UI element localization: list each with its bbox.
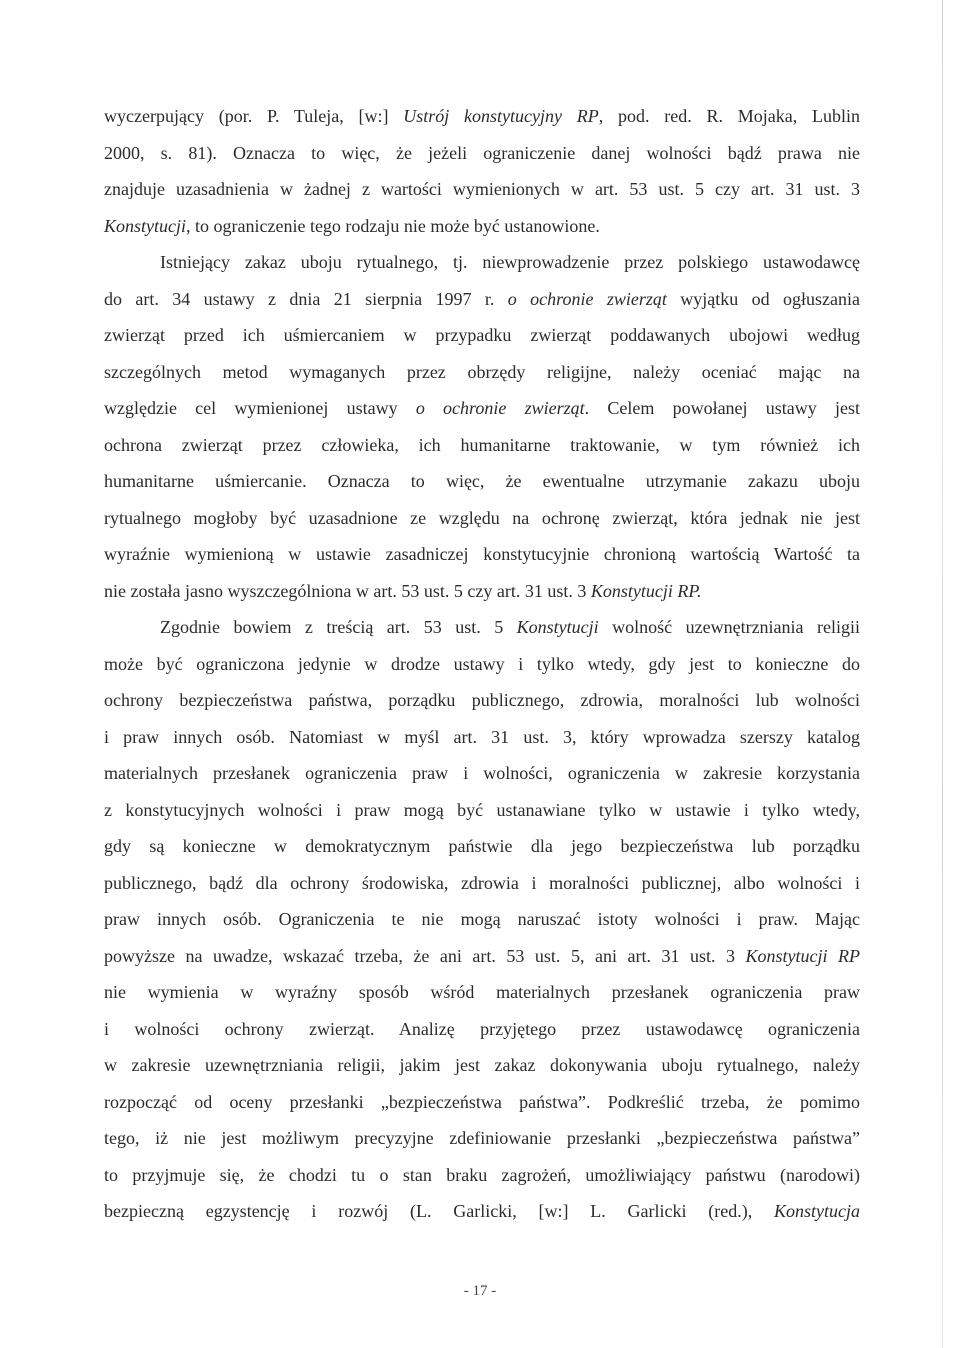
- text-run: rozpocząć od oceny przesłanki „bezpieczeństwa państwa”. Podkreślić trzeba, że pomimo: [104, 1091, 860, 1112]
- text-run: rytualnego mogłoby być uzasadnione ze względu na ochronę zwierząt, która jednak nie jest: [104, 507, 860, 528]
- text-line: [104, 573, 860, 610]
- text-line: [104, 244, 860, 281]
- text-run: znajduje uzasadnienia w żadnej z wartości wymienionych w art. 53 ust. 5 czy art. 31 ust. 3: [104, 179, 860, 199]
- text-run: nie wymienia w wyraźny sposób wśród materialnych przesłanek ograniczenia praw: [104, 982, 860, 1002]
- text-run: szczególnych metod wymaganych przez obrzędy religijne, należy oceniać mając na: [104, 361, 860, 382]
- text-run: nie została jasno wyszczególniona w art. 53 ust. 5 czy art. 31 ust. 3: [104, 580, 591, 601]
- body-text: [104, 98, 860, 1230]
- text-line: [104, 1047, 860, 1084]
- italic-text: Konstytucji RP.: [590, 580, 702, 601]
- text-run: Istniejący zakaz uboju rytualnego, tj. niewprowadzenie przez polskiego ustawodawcę: [160, 252, 860, 272]
- text-line: [104, 1084, 860, 1121]
- scan-edge-line: [942, 0, 943, 1348]
- text-run: to przyjmuje się, że chodzi tu o stan braku zagrożeń, umożliwiający państwu (narodowi): [104, 1164, 860, 1185]
- text-line: [104, 427, 860, 464]
- italic-text: Konstytucja: [774, 1201, 860, 1221]
- text-run: wolność uzewnętrzniania religii: [598, 617, 860, 637]
- text-run: wyjątku od ogłuszania: [666, 288, 861, 309]
- text-run: do art. 34 ustawy z dnia 21 sierpnia 1997 r.: [104, 288, 508, 309]
- text-line: [104, 281, 860, 318]
- italic-text: Konstytucji: [104, 215, 186, 236]
- text-run: praw innych osób. Ograniczenia te nie mogą naruszać istoty wolności i praw. Mając: [104, 909, 860, 929]
- text-line: [104, 390, 860, 427]
- text-line: [104, 719, 860, 756]
- text-run: tego, iż nie jest możliwym precyzyjne zdefiniowanie przesłanki „bezpieczeństwa państwa”: [104, 1128, 860, 1148]
- text-run: i wolności ochrony zwierząt. Analizę przyjętego przez ustawodawcę ograniczenia: [104, 1018, 860, 1039]
- text-line: [104, 646, 860, 683]
- text-run: wyczerpujący (por. P. Tuleja, [w:]: [104, 106, 404, 126]
- text-run: z konstytucyjnych wolności i praw mogą być ustanawiane tylko w ustawie i tylko wtedy,: [104, 799, 860, 820]
- text-line: [104, 1120, 860, 1157]
- text-line: [104, 609, 860, 646]
- text-line: [104, 938, 860, 975]
- text-line: [104, 828, 860, 865]
- italic-text: Konstytucji RP: [745, 945, 860, 966]
- text-line: [104, 682, 860, 719]
- page-number: - 17 -: [463, 1283, 497, 1299]
- italic-text: o ochronie zwierząt: [507, 288, 667, 309]
- text-line: [104, 901, 860, 938]
- text-line: [104, 865, 860, 902]
- text-run: gdy są konieczne w demokratycznym państwie dla jego bezpieczeństwa lub porządku: [104, 836, 860, 856]
- text-line: [104, 792, 860, 829]
- text-line: [104, 1157, 860, 1194]
- text-run: wyraźnie wymienioną w ustawie zasadniczej konstytucyjnie chronioną wartością Wartość ta: [104, 544, 860, 564]
- text-line: [104, 755, 860, 792]
- text-run: względzie cel wymienionej ustawy: [104, 398, 416, 418]
- text-line: [104, 974, 860, 1011]
- text-run: i praw innych osób. Natomiast w myśl art. 31 ust. 3, który wprowadza szerszy katalog: [104, 726, 860, 747]
- text-run: w zakresie uzewnętrzniania religii, jakim jest zakaz dokonywania uboju rytualnego, należy: [104, 1055, 860, 1075]
- text-line: [104, 171, 860, 208]
- text-line: [104, 135, 860, 172]
- text-line: [104, 536, 860, 573]
- italic-text: o ochronie zwierząt: [415, 398, 585, 418]
- text-run: może być ograniczona jedynie w drodze ustawy i tylko wtedy, gdy jest to konieczne do: [104, 653, 860, 674]
- text-run: ochrona zwierząt przez człowieka, ich humanitarne traktowanie, w tym również ich: [104, 434, 860, 455]
- text-run: 2000, s. 81). Oznacza to więc, że jeżeli ograniczenie danej wolności bądź prawa nie: [104, 142, 860, 163]
- text-run: , to ograniczenie tego rodzaju nie może być ustanowione.: [186, 215, 600, 236]
- text-run: publicznego, bądź dla ochrony środowiska, zdrowia i moralności publicznej, albo wolności i: [104, 872, 860, 893]
- text-run: powyższe na uwadze, wskazać trzeba, że ani art. 53 ust. 5, ani art. 31 ust. 3: [104, 945, 746, 966]
- text-line: [104, 354, 860, 391]
- italic-text: Konstytucji: [516, 617, 599, 637]
- text-run: Zgodnie bowiem z treścią art. 53 ust. 5: [160, 617, 517, 637]
- text-line: [104, 1011, 860, 1048]
- text-run: ochrony bezpieczeństwa państwa, porządku publicznego, zdrowia, moralności lub wolności: [104, 690, 860, 710]
- text-run: zwierząt przed ich uśmiercaniem w przypadku zwierząt poddawanych ubojowi według: [104, 325, 860, 345]
- text-line: [104, 208, 860, 245]
- text-line: [104, 98, 860, 135]
- text-line: [104, 463, 860, 500]
- text-run: humanitarne uśmiercanie. Oznacza to więc, że ewentualne utrzymanie zakazu uboju: [104, 471, 860, 491]
- italic-text: Ustrój konstytucyjny RP: [403, 106, 599, 126]
- text-run: bezpieczną egzystencję i rozwój (L. Garlicki, [w:] L. Garlicki (red.),: [104, 1201, 774, 1221]
- text-run: . Celem powołanej ustawy jest: [584, 398, 860, 418]
- text-line: [104, 317, 860, 354]
- text-run: materialnych przesłanek ograniczenia praw i wolności, ograniczenia w zakresie korzystania: [104, 763, 860, 783]
- text-line: [104, 500, 860, 537]
- text-run: , pod. red. R. Mojaka, Lublin: [598, 106, 860, 126]
- text-line: [104, 1193, 860, 1230]
